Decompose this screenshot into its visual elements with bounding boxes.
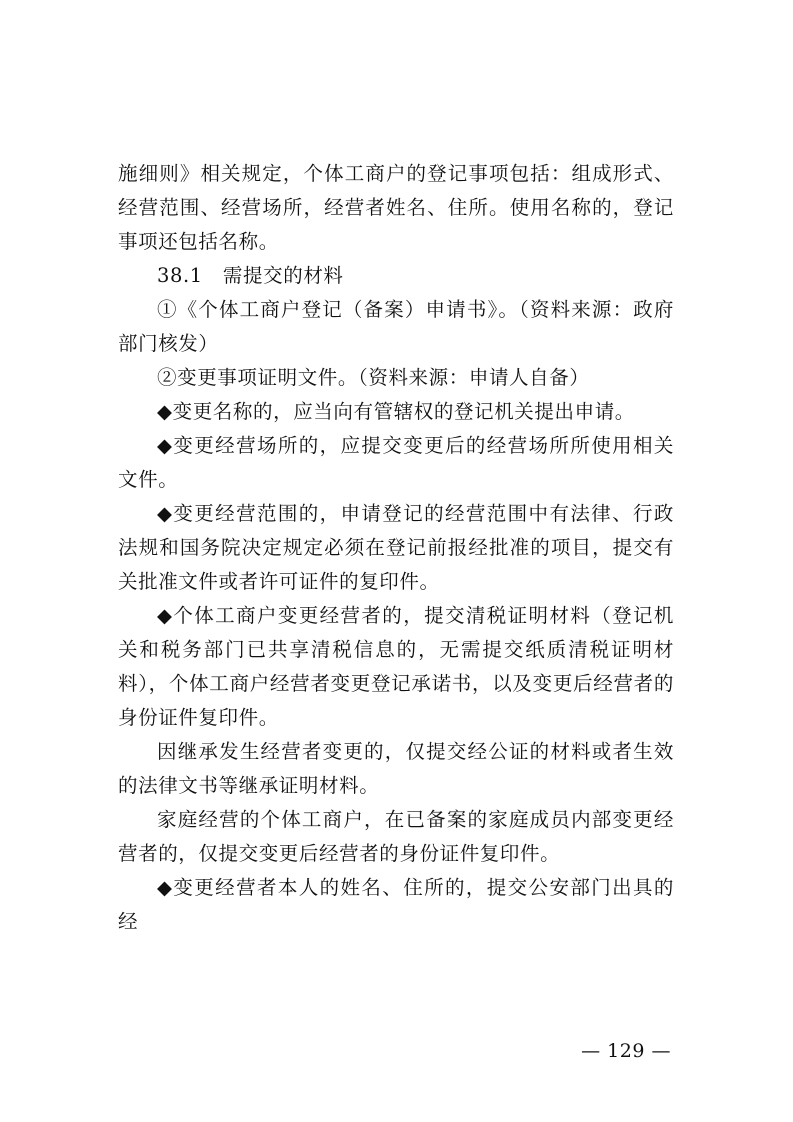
paragraph-continuation: 施细则》相关规定，个体工商户的登记事项包括：组成形式、经营范围、经营场所，经营者姓名、住所。使用名称的，登记事项还包括名称。 — [118, 162, 674, 253]
page-number: — 129 — — [581, 1040, 671, 1062]
bullet-change-operator: ◆个体工商户变更经营者的，提交清税证明材料（登记机关和税务部门已共享清税信息的，无需提交纸质清税证明材料），个体工商户经营者变更登记承诺书，以及变更后经营者的身份证件复印件。 — [118, 604, 674, 729]
body-text — [118, 157, 674, 939]
paragraph-inheritance: 因继承发生经营者变更的，仅提交经公证的材料或者生效的法律文书等继承证明材料。 — [118, 740, 674, 797]
section-heading: 38.1 需提交的材料 — [157, 264, 344, 287]
paragraph-item-1: ①《个体工商户登记（备案）申请书》。（资料来源：政府部门核发） — [118, 298, 674, 355]
bullet-change-name: ◆变更名称的，应当向有管辖权的登记机关提出申请。 — [157, 400, 635, 423]
bullet-change-scope: ◆变更经营范围的，申请登记的经营范围中有法律、行政法规和国务院决定规定必须在登记前报经批准的项目，提交有关批准文件或者许可证件的复印件。 — [118, 502, 674, 593]
bullet-change-personal-info: ◆变更经营者本人的姓名、住所的，提交公安部门出具的经 — [118, 876, 674, 933]
bullet-change-location: ◆变更经营场所的，应提交变更后的经营场所所使用相关文件。 — [118, 434, 674, 491]
paragraph-item-2: ②变更事项证明文件。（资料来源：申请人自备） — [157, 366, 590, 389]
page-footer — [0, 1040, 793, 1062]
paragraph-family-business: 家庭经营的个体工商户，在已备案的家庭成员内部变更经营者的，仅提交变更后经营者的身份证件复印件。 — [118, 808, 674, 865]
